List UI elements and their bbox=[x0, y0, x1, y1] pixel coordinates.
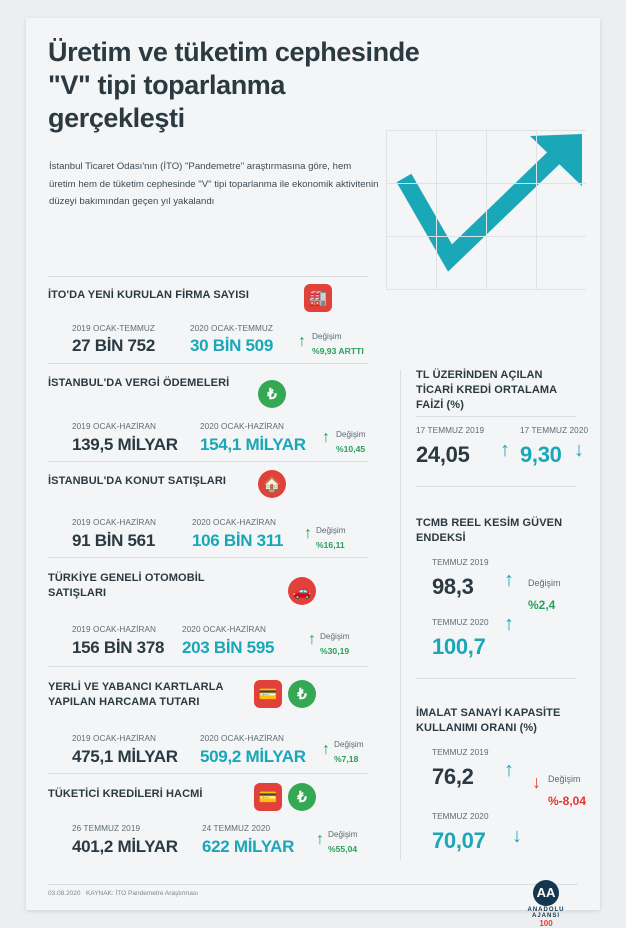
value-2019: 27 BİN 752 bbox=[72, 336, 155, 355]
change-value: %7,18 bbox=[334, 754, 359, 764]
footer-date: 03.08.2020 bbox=[48, 890, 81, 897]
money-icon: ₺ bbox=[288, 783, 316, 811]
section-title-ticari-kredi-faizi: TL ÜZERİNDEN AÇILAN TİCARİ KREDİ ORTALAMA FAİZİ (%) bbox=[416, 369, 557, 411]
change-value: %9,93 ARTTI bbox=[312, 346, 364, 356]
period-label: TEMMUZ 2019 bbox=[432, 748, 489, 757]
period-label: 2019 OCAK-TEMMUZ bbox=[72, 324, 156, 333]
section-title-otomobil-satislari: TÜRKİYE GENELİ OTOMOBİL SATIŞLARI bbox=[48, 572, 205, 599]
period-label: 2020 OCAK-HAZİRAN bbox=[192, 518, 277, 527]
divider bbox=[416, 486, 576, 487]
divider bbox=[416, 416, 576, 417]
period-label: 2019 OCAK-HAZİRAN bbox=[72, 422, 157, 431]
value-2019: 98,3 bbox=[432, 574, 474, 599]
divider bbox=[48, 461, 368, 462]
house-icon: 🏠 bbox=[258, 470, 286, 498]
value-2019: 475,1 MİLYAR bbox=[72, 747, 178, 766]
change-label: Değişim bbox=[528, 578, 561, 588]
agency-logo-icon: AA bbox=[533, 880, 559, 906]
up-arrow-icon: ↑ bbox=[304, 525, 312, 542]
value-2020: 509,2 MİLYAR bbox=[200, 747, 306, 766]
section-title-kart-harcama: YERLİ VE YABANCI KARTLARLA YAPILAN HARCAMA TUTARI bbox=[48, 681, 224, 708]
decrease-arrow-icon: ↓ bbox=[532, 772, 541, 792]
period-label: TEMMUZ 2019 bbox=[432, 558, 489, 567]
value-2020: 9,30 bbox=[520, 442, 562, 467]
value-2020: 30 BİN 509 bbox=[190, 336, 273, 355]
up-arrow-icon: ↑ bbox=[308, 631, 316, 648]
period-label: 26 TEMMUZ 2019 bbox=[72, 824, 141, 833]
car-icon: 🚗 bbox=[288, 577, 316, 605]
change-label: Değişim bbox=[328, 830, 358, 839]
divider bbox=[48, 363, 368, 364]
title-line-3: gerçekleşti bbox=[48, 102, 185, 133]
change-label: Değişim bbox=[334, 740, 364, 749]
section-title-reel-kesim-guven: TCMB REEL KESİM GÜVEN ENDEKSİ bbox=[416, 517, 563, 544]
agency-name: ANADOLU AJANSI bbox=[527, 907, 565, 919]
title-line-1: Üretim ve tüketim cephesinde bbox=[48, 37, 420, 67]
change-value: %-8,04 bbox=[548, 794, 587, 808]
section-title-vergi-odemeleri: İSTANBUL'DA VERGİ ÖDEMELERİ bbox=[48, 377, 230, 389]
value-2019: 24,05 bbox=[416, 442, 470, 467]
divider bbox=[48, 773, 368, 774]
card-icon: 💳 bbox=[254, 680, 282, 708]
value-2019: 91 BİN 561 bbox=[72, 531, 155, 550]
period-label: 2020 OCAK-HAZİRAN bbox=[200, 734, 285, 743]
change-label: Değişim bbox=[316, 526, 346, 535]
divider bbox=[48, 666, 368, 667]
value-2020: 70,07 bbox=[432, 828, 486, 853]
section-title-konut-satislari: İSTANBUL'DA KONUT SATIŞLARI bbox=[48, 475, 227, 487]
up-arrow-icon: ↑ bbox=[500, 439, 510, 461]
up-arrow-icon: ↑ bbox=[322, 741, 330, 758]
value-2019: 76,2 bbox=[432, 764, 474, 789]
value-2019: 139,5 MİLYAR bbox=[72, 435, 178, 454]
value-2020: 106 BİN 311 bbox=[192, 531, 284, 550]
agency-anniversary: 100 bbox=[539, 919, 553, 928]
up-arrow-icon: ↑ bbox=[504, 759, 514, 781]
title-line-2: "V" tipi toparlanma bbox=[48, 69, 286, 100]
change-label: Değişim bbox=[312, 332, 342, 341]
change-value: %30,19 bbox=[320, 646, 350, 656]
change-value: %10,45 bbox=[336, 444, 366, 454]
period-label: TEMMUZ 2020 bbox=[432, 812, 489, 821]
v-shape-arrow-graphic bbox=[386, 130, 586, 290]
change-value: %16,11 bbox=[316, 540, 345, 550]
logo bbox=[514, 880, 578, 928]
period-label: 2019 OCAK-HAZİRAN bbox=[72, 625, 157, 634]
up-arrow-icon: ↑ bbox=[504, 613, 514, 635]
value-2020: 154,1 MİLYAR bbox=[200, 435, 306, 454]
period-label: 17 TEMMUZ 2020 bbox=[520, 426, 589, 435]
money-icon: ₺ bbox=[258, 380, 286, 408]
divider bbox=[48, 557, 368, 558]
credit-card-icon: 💳 bbox=[254, 783, 282, 811]
up-arrow-icon: ↑ bbox=[322, 429, 330, 446]
value-2020: 100,7 bbox=[432, 634, 486, 659]
period-label: 24 TEMMUZ 2020 bbox=[202, 824, 271, 833]
value-2020: 203 BİN 595 bbox=[182, 638, 275, 657]
infographic-card bbox=[26, 18, 600, 928]
divider bbox=[48, 276, 368, 277]
down-arrow-icon: ↓ bbox=[512, 825, 522, 847]
period-label: TEMMUZ 2020 bbox=[432, 618, 489, 627]
value-2019: 156 BİN 378 bbox=[72, 638, 165, 657]
value-2019: 401,2 MİLYAR bbox=[72, 837, 178, 856]
divider bbox=[416, 678, 576, 679]
factory-icon: 🏭 bbox=[304, 284, 332, 312]
column-divider bbox=[400, 370, 401, 860]
up-arrow-icon: ↑ bbox=[504, 569, 514, 591]
period-label: 17 TEMMUZ 2019 bbox=[416, 426, 485, 435]
change-value: %55,04 bbox=[328, 844, 358, 854]
footer-divider bbox=[48, 884, 578, 885]
period-label: 2019 OCAK-HAZİRAN bbox=[72, 734, 157, 743]
period-label: 2020 OCAK-TEMMUZ bbox=[190, 324, 274, 333]
change-label: Değişim bbox=[336, 430, 366, 439]
section-title-kapasite-kullanimi: İMALAT SANAYİ KAPASİTE KULLANIMI ORANI (%) bbox=[416, 707, 561, 734]
change-label: Değişim bbox=[548, 774, 581, 784]
change-value: %2,4 bbox=[528, 598, 556, 612]
up-arrow-icon: ↑ bbox=[316, 831, 324, 848]
section-title-tuketici-kredileri: TÜKETİCİ KREDİLERİ HACMİ bbox=[48, 788, 203, 800]
period-label: 2020 OCAK-HAZİRAN bbox=[200, 422, 285, 431]
change-label: Değişim bbox=[320, 632, 350, 641]
money-icon: ₺ bbox=[288, 680, 316, 708]
section-title-firma-sayisi: İTO'DA YENİ KURULAN FİRMA SAYISI bbox=[48, 289, 249, 301]
footer-source: KAYNAK: İTO Pandemetre Araştırması bbox=[86, 890, 199, 897]
period-label: 2019 OCAK-HAZİRAN bbox=[72, 518, 157, 527]
page-title bbox=[48, 36, 568, 135]
period-label: 2020 OCAK-HAZİRAN bbox=[182, 625, 267, 634]
value-2020: 622 MİLYAR bbox=[202, 837, 295, 856]
down-arrow-icon: ↓ bbox=[574, 439, 584, 461]
up-arrow-icon: ↑ bbox=[298, 333, 306, 350]
intro-paragraph: İstanbul Ticaret Odası'nın (İTO) "Pandemetre" araştırmasına göre, hem üretim hem de tüketim cephesinde "V" tipi toparlanma ile ekonomik aktivitenin düzeyi bakımından geçen yıl yakalandı bbox=[49, 161, 379, 208]
